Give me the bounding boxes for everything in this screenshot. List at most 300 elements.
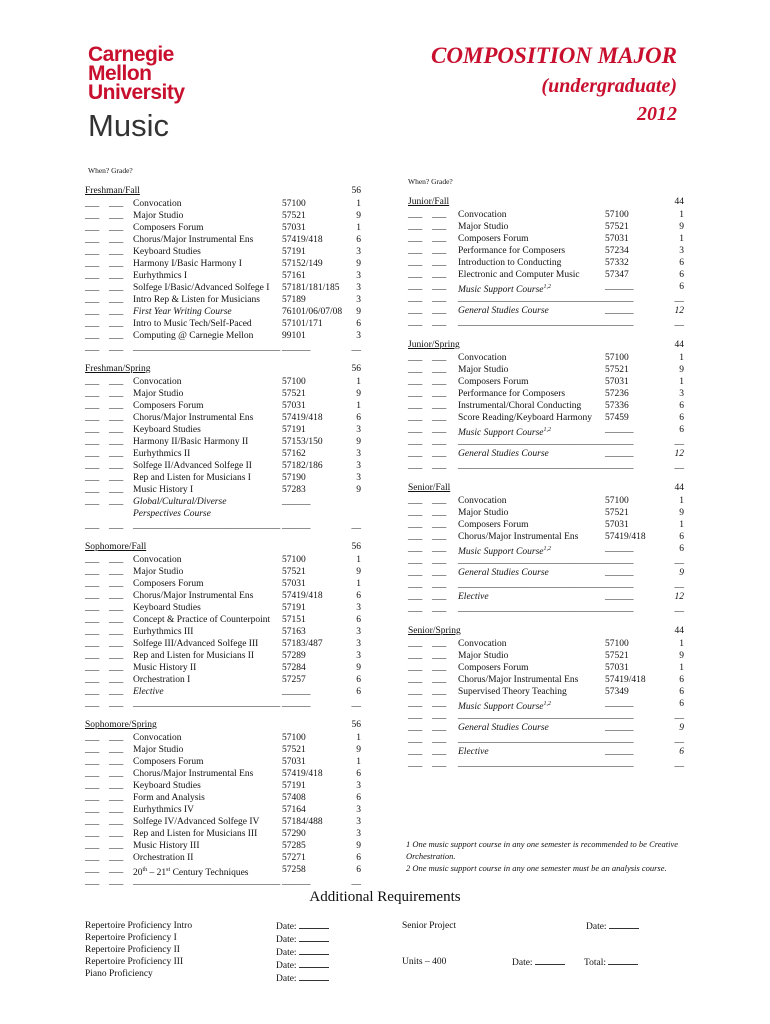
when-blank[interactable]: ___: [85, 199, 100, 209]
grade-blank[interactable]: ___: [432, 496, 447, 506]
semester-header: [85, 186, 361, 198]
course-units-blank[interactable]: __: [674, 556, 684, 566]
course-units: 6: [356, 319, 361, 329]
when-blank[interactable]: ___: [408, 568, 423, 578]
grade-blank[interactable]: ___: [432, 556, 447, 566]
grade-blank[interactable]: ___: [432, 234, 447, 244]
semester-name: Senior/Spring: [408, 626, 461, 636]
when-blank[interactable]: ___: [408, 377, 423, 387]
when-blank[interactable]: ___: [85, 497, 100, 507]
when-blank[interactable]: ___: [408, 282, 423, 292]
course-units-blank[interactable]: __: [674, 711, 684, 721]
course-name: Convocation: [458, 210, 507, 220]
course-number-blank[interactable]: ______: [282, 877, 311, 887]
course-units: 9: [356, 437, 361, 447]
course-number-blank[interactable]: ______: [282, 699, 311, 709]
when-blank[interactable]: ___: [408, 306, 423, 316]
grade-blank[interactable]: ___: [109, 805, 124, 815]
course-units: 9: [356, 259, 361, 269]
when-blank[interactable]: ___: [85, 805, 100, 815]
when-blank[interactable]: ___: [408, 294, 423, 304]
course-row: [408, 209, 684, 221]
course-number-blank[interactable]: ______: [605, 711, 634, 721]
grade-blank[interactable]: ___: [432, 747, 447, 757]
when-blank[interactable]: ___: [408, 544, 423, 554]
grade-blank[interactable]: ___: [109, 425, 124, 435]
when-blank[interactable]: ___: [85, 283, 100, 293]
grade-blank[interactable]: ___: [432, 389, 447, 399]
grade-blank[interactable]: ___: [109, 675, 124, 685]
grade-blank[interactable]: ___: [432, 508, 447, 518]
course-number: 57521: [605, 651, 629, 661]
grade-blank[interactable]: ___: [109, 781, 124, 791]
course-name-blank[interactable]: _______________________________: [133, 521, 281, 531]
grade-blank[interactable]: ___: [432, 377, 447, 387]
grade-blank[interactable]: ___: [109, 413, 124, 423]
when-blank[interactable]: ___: [85, 247, 100, 257]
when-blank[interactable]: ___: [85, 675, 100, 685]
when-blank[interactable]: ___: [408, 210, 423, 220]
course-units: 3: [356, 331, 361, 341]
course-units: 3: [356, 829, 361, 839]
grade-blank[interactable]: ___: [432, 270, 447, 280]
course-units: 9: [356, 307, 361, 317]
course-number-blank[interactable]: ______: [282, 521, 311, 531]
when-blank[interactable]: ___: [85, 817, 100, 827]
blank-course-row: [408, 317, 684, 329]
grade-blank[interactable]: ___: [109, 247, 124, 257]
when-blank[interactable]: ___: [85, 829, 100, 839]
when-blank[interactable]: ___: [85, 663, 100, 673]
course-row: [408, 388, 684, 400]
course-number-blank[interactable]: ______: [605, 318, 634, 328]
course-row: [85, 590, 361, 602]
course-units: 6: [679, 747, 684, 757]
when-blank[interactable]: ___: [85, 473, 100, 483]
blank-course-row: [85, 342, 361, 354]
course-units-blank[interactable]: __: [674, 294, 684, 304]
course-name: Elective: [458, 747, 489, 757]
when-blank[interactable]: ___: [408, 389, 423, 399]
when-blank[interactable]: ___: [408, 663, 423, 673]
grade-blank[interactable]: ___: [432, 520, 447, 530]
grade-blank[interactable]: ___: [432, 735, 447, 745]
grade-blank[interactable]: ___: [432, 318, 447, 328]
course-units: 3: [356, 461, 361, 471]
grade-blank[interactable]: ___: [109, 259, 124, 269]
course-name: Major Studio: [458, 365, 509, 375]
when-blank[interactable]: ___: [408, 735, 423, 745]
when-blank[interactable]: ___: [408, 270, 423, 280]
course-number-blank[interactable]: ______: [605, 556, 634, 566]
when-blank[interactable]: ___: [85, 485, 100, 495]
grade-blank[interactable]: ___: [109, 271, 124, 281]
course-units-blank[interactable]: __: [351, 521, 361, 531]
grade-blank[interactable]: ___: [432, 651, 447, 661]
course-row: [85, 852, 361, 864]
when-blank[interactable]: ___: [85, 211, 100, 221]
when-blank[interactable]: ___: [85, 579, 100, 589]
when-blank[interactable]: ___: [408, 413, 423, 423]
when-blank[interactable]: ___: [85, 271, 100, 281]
when-blank[interactable]: ___: [85, 319, 100, 329]
course-name-blank[interactable]: _______________________________: [458, 604, 606, 614]
grade-blank[interactable]: ___: [109, 687, 124, 697]
course-units-blank[interactable]: __: [674, 461, 684, 471]
course-units: 6: [679, 532, 684, 542]
when-blank[interactable]: ___: [85, 567, 100, 577]
when-blank[interactable]: ___: [85, 343, 100, 353]
grade-blank[interactable]: ___: [109, 389, 124, 399]
course-number: 57100: [282, 733, 306, 743]
when-blank[interactable]: ___: [408, 747, 423, 757]
grade-blank[interactable]: ___: [432, 723, 447, 733]
course-name-blank[interactable]: _______________________________: [458, 318, 606, 328]
course-number-blank[interactable]: ______: [605, 461, 634, 471]
course-units: 1: [356, 579, 361, 589]
grade-blank[interactable]: ___: [432, 604, 447, 614]
grade-blank[interactable]: ___: [432, 687, 447, 697]
course-number-blank[interactable]: ______: [282, 343, 311, 353]
semester-name: Freshman/Spring: [85, 364, 151, 374]
when-blank[interactable]: ___: [408, 365, 423, 375]
course-name: Rep and Listen for Musicians III: [133, 829, 258, 839]
when-blank[interactable]: ___: [85, 639, 100, 649]
grade-blank[interactable]: ___: [109, 401, 124, 411]
when-blank[interactable]: ___: [85, 841, 100, 851]
course-units: 9: [356, 841, 361, 851]
when-blank[interactable]: ___: [408, 234, 423, 244]
grade-blank[interactable]: ___: [109, 817, 124, 827]
course-units: 9: [356, 211, 361, 221]
course-name-blank[interactable]: _______________________________: [133, 343, 281, 353]
when-blank[interactable]: ___: [85, 389, 100, 399]
course-units-blank[interactable]: __: [351, 343, 361, 353]
course-units-blank[interactable]: __: [351, 699, 361, 709]
when-blank[interactable]: ___: [85, 781, 100, 791]
course-name-blank[interactable]: _______________________________: [458, 735, 606, 745]
grade-blank[interactable]: ___: [109, 733, 124, 743]
when-blank[interactable]: ___: [85, 235, 100, 245]
grade-blank[interactable]: ___: [109, 829, 124, 839]
grade-blank[interactable]: ___: [109, 343, 124, 353]
date-field[interactable]: [609, 920, 639, 929]
grade-blank[interactable]: ___: [109, 853, 124, 863]
proficiency-list: [85, 920, 192, 980]
when-blank[interactable]: ___: [85, 733, 100, 743]
course-name-blank[interactable]: _______________________________: [458, 461, 606, 471]
when-blank[interactable]: ___: [408, 496, 423, 506]
grade-blank[interactable]: ___: [109, 473, 124, 483]
course-row: [408, 591, 684, 603]
when-blank[interactable]: ___: [85, 853, 100, 863]
course-name: Composers Forum: [133, 757, 204, 767]
grade-blank[interactable]: ___: [109, 283, 124, 293]
grade-blank[interactable]: ___: [109, 223, 124, 233]
grade-blank[interactable]: ___: [432, 258, 447, 268]
when-blank[interactable]: ___: [408, 318, 423, 328]
when-blank[interactable]: ___: [408, 508, 423, 518]
when-blank[interactable]: ___: [408, 604, 423, 614]
grade-blank[interactable]: ___: [432, 592, 447, 602]
when-blank[interactable]: ___: [408, 401, 423, 411]
when-blank[interactable]: ___: [408, 687, 423, 697]
course-units: 3: [356, 651, 361, 661]
grade-blank[interactable]: ___: [432, 461, 447, 471]
grade-blank[interactable]: ___: [109, 485, 124, 495]
when-blank[interactable]: ___: [408, 639, 423, 649]
when-blank[interactable]: ___: [85, 699, 100, 709]
grade-blank[interactable]: ___: [432, 294, 447, 304]
when-blank[interactable]: ___: [85, 615, 100, 625]
when-blank[interactable]: ___: [408, 258, 423, 268]
course-number-blank[interactable]: ______: [605, 759, 634, 769]
grade-blank[interactable]: ___: [109, 651, 124, 661]
course-units: 1: [679, 377, 684, 387]
grade-blank[interactable]: ___: [432, 222, 447, 232]
when-blank[interactable]: ___: [85, 555, 100, 565]
grade-blank[interactable]: ___: [432, 699, 447, 709]
grade-blank[interactable]: ___: [109, 877, 124, 887]
grade-blank[interactable]: ___: [432, 580, 447, 590]
grade-blank[interactable]: ___: [109, 793, 124, 803]
when-blank[interactable]: ___: [85, 425, 100, 435]
when-blank[interactable]: ___: [408, 246, 423, 256]
when-blank[interactable]: ___: [408, 425, 423, 435]
when-blank[interactable]: ___: [408, 675, 423, 685]
grade-blank[interactable]: ___: [432, 413, 447, 423]
grade-blank[interactable]: ___: [109, 295, 124, 305]
grade-blank[interactable]: ___: [109, 579, 124, 589]
grade-blank[interactable]: ___: [432, 568, 447, 578]
when-blank[interactable]: ___: [85, 461, 100, 471]
when-blank[interactable]: ___: [85, 413, 100, 423]
course-number: 57164: [282, 805, 306, 815]
grade-blank[interactable]: ___: [432, 437, 447, 447]
grade-blank[interactable]: ___: [432, 210, 447, 220]
course-number: 57271: [282, 853, 306, 863]
course-number-blank[interactable]: ______: [605, 580, 634, 590]
grade-blank[interactable]: ___: [109, 699, 124, 709]
when-blank[interactable]: ___: [85, 757, 100, 767]
when-blank[interactable]: ___: [408, 723, 423, 733]
date-field[interactable]: [299, 972, 329, 981]
footnotes: [406, 838, 686, 874]
grade-blank[interactable]: ___: [432, 449, 447, 459]
course-units-blank[interactable]: __: [674, 759, 684, 769]
when-blank[interactable]: ___: [85, 401, 100, 411]
course-number: 57100: [605, 639, 629, 649]
when-blank[interactable]: ___: [85, 793, 100, 803]
grade-blank[interactable]: ___: [109, 567, 124, 577]
when-blank[interactable]: ___: [408, 759, 423, 769]
grade-blank[interactable]: ___: [109, 603, 124, 613]
course-units: 12: [674, 306, 684, 316]
when-blank[interactable]: ___: [408, 449, 423, 459]
grade-blank[interactable]: ___: [109, 841, 124, 851]
when-blank[interactable]: ___: [408, 556, 423, 566]
grade-blank[interactable]: ___: [109, 331, 124, 341]
grade-blank[interactable]: ___: [109, 377, 124, 387]
course-units-blank[interactable]: __: [674, 604, 684, 614]
course-name-blank[interactable]: _______________________________: [133, 699, 281, 709]
grade-blank[interactable]: ___: [109, 437, 124, 447]
course-number: 57191: [282, 781, 306, 791]
grade-blank[interactable]: ___: [432, 365, 447, 375]
when-blank[interactable]: ___: [85, 591, 100, 601]
course-units: 3: [356, 817, 361, 827]
course-number-blank[interactable]: ______: [605, 604, 634, 614]
when-blank[interactable]: ___: [408, 532, 423, 542]
grade-blank[interactable]: ___: [432, 711, 447, 721]
course-name-blank[interactable]: _______________________________: [133, 877, 281, 887]
when-blank[interactable]: ___: [85, 745, 100, 755]
course-units-blank[interactable]: __: [674, 437, 684, 447]
course-name-blank[interactable]: _______________________________: [458, 556, 606, 566]
grade-blank[interactable]: ___: [432, 663, 447, 673]
when-blank[interactable]: ___: [85, 223, 100, 233]
course-row: [408, 221, 684, 233]
when-blank[interactable]: ___: [408, 651, 423, 661]
grade-blank[interactable]: ___: [432, 306, 447, 316]
when-blank[interactable]: ___: [408, 592, 423, 602]
course-units: 6: [356, 793, 361, 803]
course-name: 20th – 21st Century Techniques: [133, 867, 249, 879]
course-name: Intro to Music Tech/Self-Paced: [133, 319, 252, 329]
grade-blank[interactable]: ___: [109, 627, 124, 637]
grade-blank[interactable]: ___: [109, 591, 124, 601]
course-row: [408, 257, 684, 269]
course-number: ______: [605, 544, 634, 554]
grade-blank[interactable]: ___: [432, 759, 447, 769]
grade-blank[interactable]: ___: [109, 307, 124, 317]
date-label: Date:: [276, 922, 297, 932]
course-number-blank[interactable]: ______: [605, 294, 634, 304]
grade-blank[interactable]: ___: [109, 235, 124, 245]
when-blank[interactable]: ___: [85, 437, 100, 447]
course-name: Keyboard Studies: [133, 247, 201, 257]
when-blank[interactable]: ___: [85, 307, 100, 317]
course-units: 6: [679, 413, 684, 423]
semester-total-units: 44: [674, 197, 684, 207]
grade-blank[interactable]: ___: [432, 282, 447, 292]
grade-blank[interactable]: ___: [432, 246, 447, 256]
when-blank[interactable]: ___: [408, 699, 423, 709]
course-name-blank[interactable]: _______________________________: [458, 711, 606, 721]
course-number-blank[interactable]: ______: [605, 735, 634, 745]
semester-name: Sophomore/Spring: [85, 720, 157, 730]
when-blank[interactable]: ___: [85, 377, 100, 387]
when-blank[interactable]: ___: [85, 651, 100, 661]
when-blank[interactable]: ___: [85, 603, 100, 613]
course-number: ______: [282, 497, 311, 507]
grade-blank[interactable]: ___: [109, 615, 124, 625]
course-name: Rep and Listen for Musicians I: [133, 473, 251, 483]
grade-blank[interactable]: ___: [432, 425, 447, 435]
date-field[interactable]: [299, 959, 329, 968]
course-units-blank[interactable]: __: [351, 877, 361, 887]
when-blank[interactable]: ___: [85, 259, 100, 269]
course-units-blank[interactable]: __: [674, 735, 684, 745]
title-line-3: 2012: [637, 103, 677, 125]
course-number: 57031: [605, 663, 629, 673]
grade-blank[interactable]: ___: [109, 663, 124, 673]
date-field[interactable]: [535, 956, 565, 965]
course-units: 6: [356, 769, 361, 779]
grade-blank[interactable]: ___: [109, 449, 124, 459]
when-blank[interactable]: ___: [85, 521, 100, 531]
when-blank[interactable]: ___: [85, 687, 100, 697]
course-name-blank[interactable]: _______________________________: [458, 437, 606, 447]
course-name: Convocation: [133, 199, 182, 209]
grade-blank[interactable]: ___: [109, 757, 124, 767]
grade-blank[interactable]: ___: [109, 745, 124, 755]
grade-blank[interactable]: ___: [109, 497, 124, 507]
grade-blank[interactable]: ___: [432, 353, 447, 363]
logo-music: Music: [88, 108, 169, 143]
course-number-blank[interactable]: ______: [605, 437, 634, 447]
course-number: 57521: [605, 222, 629, 232]
date-field[interactable]: [299, 946, 329, 955]
course-name-blank[interactable]: _______________________________: [458, 759, 606, 769]
when-blank[interactable]: ___: [85, 865, 100, 875]
when-blank[interactable]: ___: [85, 877, 100, 887]
when-blank[interactable]: ___: [85, 295, 100, 305]
grade-blank[interactable]: ___: [109, 199, 124, 209]
course-name: Eurhythmics III: [133, 627, 194, 637]
grade-blank[interactable]: ___: [109, 521, 124, 531]
when-blank[interactable]: ___: [85, 449, 100, 459]
grade-blank[interactable]: ___: [432, 675, 447, 685]
when-blank[interactable]: ___: [85, 331, 100, 341]
when-blank[interactable]: ___: [408, 222, 423, 232]
when-blank[interactable]: ___: [408, 437, 423, 447]
semester-header: [85, 364, 361, 376]
when-blank[interactable]: ___: [85, 627, 100, 637]
grade-blank[interactable]: ___: [109, 461, 124, 471]
grade-blank[interactable]: ___: [432, 544, 447, 554]
course-number: 57163: [282, 627, 306, 637]
when-blank[interactable]: ___: [408, 580, 423, 590]
grade-blank[interactable]: ___: [109, 639, 124, 649]
grade-blank[interactable]: ___: [109, 769, 124, 779]
when-blank[interactable]: ___: [408, 520, 423, 530]
grade-blank[interactable]: ___: [109, 865, 124, 875]
course-units-blank[interactable]: __: [674, 580, 684, 590]
grade-blank[interactable]: ___: [432, 532, 447, 542]
course-row: [408, 746, 684, 758]
grade-blank[interactable]: ___: [109, 555, 124, 565]
course-name-blank[interactable]: _______________________________: [458, 580, 606, 590]
course-number: ______: [605, 568, 634, 578]
course-row: [408, 245, 684, 257]
grade-blank[interactable]: ___: [432, 401, 447, 411]
when-blank[interactable]: ___: [408, 711, 423, 721]
date-field[interactable]: [299, 933, 329, 942]
when-blank[interactable]: ___: [408, 353, 423, 363]
total-field[interactable]: [608, 956, 638, 965]
date-field[interactable]: [299, 920, 329, 929]
course-number: 57285: [282, 841, 306, 851]
when-blank[interactable]: ___: [408, 461, 423, 471]
when-blank[interactable]: ___: [85, 769, 100, 779]
grade-blank[interactable]: ___: [432, 639, 447, 649]
course-row: [85, 566, 361, 578]
course-units-blank[interactable]: __: [674, 318, 684, 328]
grade-blank[interactable]: ___: [109, 211, 124, 221]
course-name-blank[interactable]: _______________________________: [458, 294, 606, 304]
grade-blank[interactable]: ___: [109, 319, 124, 329]
